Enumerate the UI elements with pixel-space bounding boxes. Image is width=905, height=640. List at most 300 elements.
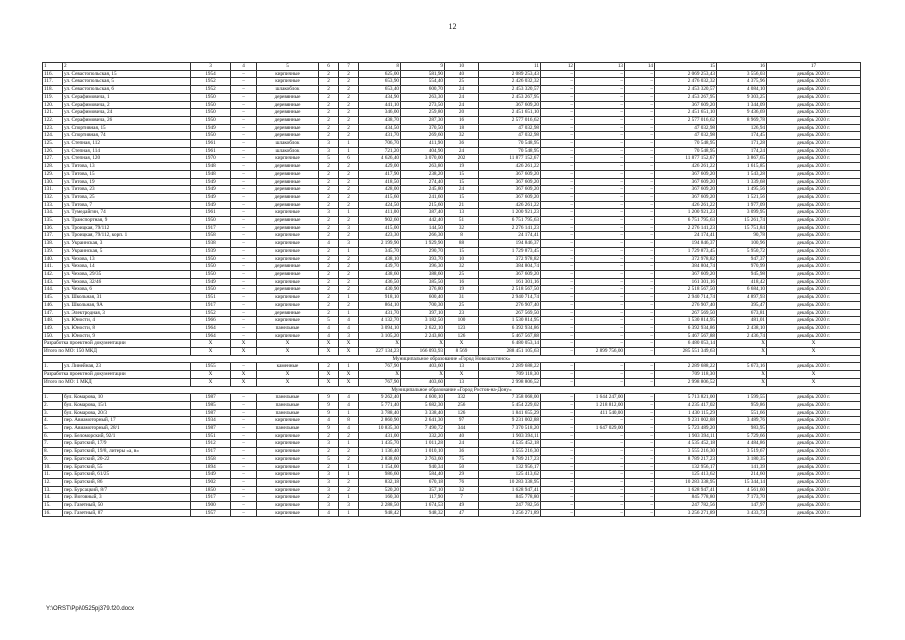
table-cell: 4 <box>339 401 359 409</box>
table-cell: 148. <box>43 317 63 325</box>
table-cell: – <box>575 324 625 332</box>
table-cell: – <box>541 378 575 386</box>
table-cell: 4 <box>319 240 339 248</box>
table-cell: – <box>575 232 625 240</box>
table-cell: 24 174,41 <box>655 232 717 240</box>
table-cell: 2 998 806,52 <box>479 378 541 386</box>
table-cell: 116. <box>43 70 63 78</box>
table-cell: 2 <box>319 363 339 371</box>
table-cell: 1 <box>339 209 359 217</box>
table-cell: – <box>231 278 257 286</box>
table-cell: – <box>575 147 625 155</box>
table-cell: 2 <box>339 193 359 201</box>
municipality-row <box>43 386 861 394</box>
table-cell: 1 903 394,11 <box>655 432 717 440</box>
table-cell: 2 <box>339 486 359 494</box>
table-cell: 1 628 947,41 <box>655 486 717 494</box>
table-cell: 411 540,00 <box>575 409 625 417</box>
table-cell: X <box>717 340 767 348</box>
table-cell: 625,00 <box>359 70 401 78</box>
table-cell: 403,60 <box>401 363 445 371</box>
table-cell: X <box>257 378 319 386</box>
table-cell: пер. Воговный, 3 <box>63 494 191 502</box>
table-cell: кирпичные <box>257 494 319 502</box>
table-cell: декабрь 2020 г. <box>767 86 861 94</box>
table-cell: – <box>625 455 655 463</box>
table-cell: декабрь 2020 г. <box>767 317 861 325</box>
project-docs-row <box>43 371 861 379</box>
table-cell: 194 846,37 <box>479 240 541 248</box>
table-cell: – <box>625 186 655 194</box>
table-cell: 2 <box>339 263 359 271</box>
table-cell: 90,78 <box>717 232 767 240</box>
table-cell: 6 480 053,14 <box>655 340 717 348</box>
table-cell: 709 118,30 <box>655 371 717 379</box>
table-cell: 1 344,09 <box>717 101 767 109</box>
table-cell: панельные <box>257 425 319 433</box>
table-cell: – <box>231 294 257 302</box>
table-cell: 426 261,22 <box>655 201 717 209</box>
table-cell: 10 835,30 <box>359 425 401 433</box>
table-cell: 290,70 <box>401 247 445 255</box>
table-cell: 418,42 <box>717 278 767 286</box>
table-cell: – <box>575 217 625 225</box>
table-cell: декабрь 2020 г. <box>767 247 861 255</box>
table-cell: 367 609,20 <box>655 193 717 201</box>
table-cell: 9. <box>43 455 63 463</box>
table-cell: – <box>575 93 625 101</box>
table-cell: 429,00 <box>359 163 401 171</box>
table-cell: 1 011,28 <box>401 440 445 448</box>
table-cell: 8 <box>445 232 479 240</box>
table-cell: 3 556,03 <box>717 70 767 78</box>
table-cell: 3 <box>339 332 359 340</box>
table-cell: 2 453 267,95 <box>479 93 541 101</box>
table-cell: – <box>541 78 575 86</box>
table-cell: 126,94 <box>717 124 767 132</box>
table-row <box>43 263 861 271</box>
table-cell: 2 <box>339 86 359 94</box>
table-cell: 10. <box>43 463 63 471</box>
table-cell: – <box>541 455 575 463</box>
table-cell: ул. Севастопольская, 6 <box>63 86 191 94</box>
table-cell: – <box>575 494 625 502</box>
page-number: 12 <box>448 22 457 31</box>
table-cell: 137. <box>43 232 63 240</box>
table-cell: кирпичные <box>257 232 319 240</box>
table-cell: 1 615,85 <box>717 163 767 171</box>
table-cell: 12 <box>541 63 575 71</box>
table-cell: 1 218 812,00 <box>575 401 625 409</box>
table-cell: 24 <box>445 86 479 94</box>
table-cell: 24 <box>445 147 479 155</box>
table-cell: 76 <box>445 478 479 486</box>
table-cell: ул. Серафимовича, 26 <box>63 116 191 124</box>
table-row <box>43 178 861 186</box>
table-cell: 2 <box>339 478 359 486</box>
table-cell: X <box>231 378 257 386</box>
table-cell: 150. <box>43 332 63 340</box>
table-cell: 5 713 821,00 <box>655 394 717 402</box>
table-cell: 5 729,66 <box>717 432 767 440</box>
table-cell: 51 <box>445 217 479 225</box>
table-cell: 2 <box>339 132 359 140</box>
table-cell: 47 032,98 <box>655 132 717 140</box>
table-cell: 1952 <box>191 78 231 86</box>
table-cell: кирпичные <box>257 278 319 286</box>
table-cell: – <box>231 255 257 263</box>
table-row <box>43 109 861 117</box>
table-cell: 15 751,84 <box>717 224 767 232</box>
table-cell: – <box>575 309 625 317</box>
table-cell: 2 518 567,50 <box>655 286 717 294</box>
table-cell: 1952 <box>191 86 231 94</box>
table-cell: 138. <box>43 240 63 248</box>
table-row <box>43 509 861 517</box>
table-cell: 129. <box>43 170 63 178</box>
table-cell: кирпичные <box>257 502 319 510</box>
table-cell: 344 <box>445 425 479 433</box>
table-cell: кирпичные <box>257 432 319 440</box>
table-cell: 1951 <box>191 294 231 302</box>
table-cell: – <box>625 255 655 263</box>
table-cell: 4 <box>319 509 339 517</box>
table-cell: 2 <box>319 163 339 171</box>
table-cell: 7 <box>339 63 359 71</box>
table-cell: 40 <box>445 70 479 78</box>
table-cell: 384 804,74 <box>479 263 541 271</box>
table-cell: – <box>541 247 575 255</box>
table-cell: 2 <box>319 247 339 255</box>
table-cell: – <box>625 340 655 348</box>
table-cell: 135. <box>43 217 63 225</box>
table-cell: 75 <box>445 455 479 463</box>
table-cell: 673,81 <box>717 309 767 317</box>
table-cell: 1 435,70 <box>359 440 401 448</box>
table-cell: 247 782,56 <box>479 502 541 510</box>
table-cell: декабрь 2020 г. <box>767 278 861 286</box>
table-cell: 2 <box>339 217 359 225</box>
table-cell: X <box>319 348 339 356</box>
register-table <box>42 62 861 517</box>
table-cell: 9 <box>319 401 339 409</box>
table-cell: 481,01 <box>717 317 767 325</box>
table-cell: кирпичные <box>257 255 319 263</box>
table-cell: 4 375,96 <box>717 78 767 86</box>
table-cell: декабрь 2020 г. <box>767 178 861 186</box>
table-cell: 141. <box>43 263 63 271</box>
table-cell: 2 <box>319 116 339 124</box>
table-cell: – <box>625 463 655 471</box>
table-cell: – <box>541 193 575 201</box>
table-cell: 174,45 <box>717 132 767 140</box>
table-row <box>43 478 861 486</box>
table-cell: 7. <box>43 440 63 448</box>
table-row <box>43 363 861 371</box>
table-cell: 2 <box>319 124 339 132</box>
table-cell: 136. <box>43 224 63 232</box>
table-cell: ул. Спортивная, 15 <box>63 124 191 132</box>
table-cell: – <box>541 409 575 417</box>
table-cell: – <box>231 324 257 332</box>
table-cell: 3 <box>319 440 339 448</box>
table-cell: X <box>359 340 401 348</box>
table-cell: – <box>625 178 655 186</box>
table-cell: 396,30 <box>401 263 445 271</box>
table-cell: кирпичные <box>257 455 319 463</box>
table-row <box>43 432 861 440</box>
table-cell: – <box>625 417 655 425</box>
table-cell: – <box>625 217 655 225</box>
table-cell: 124. <box>43 132 63 140</box>
table-cell: 1950 <box>191 109 231 117</box>
table-cell: 8 <box>339 417 359 425</box>
table-cell: 2 243,80 <box>401 332 445 340</box>
table-cell: – <box>541 509 575 517</box>
table-cell: 36 <box>445 140 479 148</box>
table-cell: 423,30 <box>359 232 401 240</box>
table-cell: 372 978,82 <box>479 255 541 263</box>
table-cell: – <box>625 109 655 117</box>
table-cell: 2. <box>43 401 63 409</box>
table-cell: – <box>625 170 655 178</box>
table-cell: 125 413,62 <box>479 471 541 479</box>
table-cell: 1949 <box>191 471 231 479</box>
table-row <box>43 409 861 417</box>
table-cell: – <box>231 232 257 240</box>
table-row <box>43 217 861 225</box>
table-cell: 47 032,98 <box>655 124 717 132</box>
table-cell: 1970 <box>191 155 231 163</box>
table-cell: 134. <box>43 209 63 217</box>
table-cell: 376,80 <box>401 286 445 294</box>
table-cell: декабрь 2020 г. <box>767 455 861 463</box>
table-cell: – <box>625 317 655 325</box>
table-cell: 581,90 <box>401 70 445 78</box>
table-cell: декабрь 2020 г. <box>767 478 861 486</box>
table-cell: – <box>575 78 625 86</box>
table-cell: 2 451 651,10 <box>655 109 717 117</box>
table-cell: ул. Тумедайгин, 74 <box>63 209 191 217</box>
table-cell: – <box>625 224 655 232</box>
table-cell: 1954 <box>191 70 231 78</box>
table-cell: – <box>231 486 257 494</box>
table-cell: ул. Спортивная, 74 <box>63 132 191 140</box>
table-cell: 241,60 <box>401 193 445 201</box>
header-row <box>43 63 861 71</box>
table-cell: 276 907,40 <box>655 301 717 309</box>
table-cell: – <box>625 140 655 148</box>
table-cell: – <box>231 132 257 140</box>
table-cell: кирпичные <box>257 486 319 494</box>
table-cell: декабрь 2020 г. <box>767 201 861 209</box>
table-cell: 1949 <box>191 278 231 286</box>
table-cell: 8 569 <box>445 348 479 356</box>
table-cell: – <box>575 170 625 178</box>
table-cell: 2 <box>319 224 339 232</box>
table-cell: – <box>231 240 257 248</box>
table-cell: – <box>625 478 655 486</box>
table-cell: 11 877 152,67 <box>655 155 717 163</box>
table-cell: 32 <box>445 263 479 271</box>
table-row <box>43 132 861 140</box>
table-cell: 147. <box>43 309 63 317</box>
table-cell: 2 <box>319 463 339 471</box>
table-cell: 2 <box>319 101 339 109</box>
table-cell: 9 303,25 <box>717 93 767 101</box>
table-cell: 7 <box>445 494 479 502</box>
total-row <box>43 348 861 356</box>
table-cell: X <box>231 371 257 379</box>
table-cell: декабрь 2020 г. <box>767 448 861 456</box>
table-cell: – <box>541 209 575 217</box>
table-cell: декабрь 2020 г. <box>767 263 861 271</box>
table-cell: – <box>575 286 625 294</box>
table-cell: 10 <box>445 255 479 263</box>
table-cell: – <box>625 93 655 101</box>
table-cell: 346,00 <box>359 109 401 117</box>
table-cell: 700,30 <box>401 301 445 309</box>
table-cell: 5 673,16 <box>717 363 767 371</box>
table-cell: кирпичные <box>257 301 319 309</box>
table-cell: X <box>445 340 479 348</box>
table-cell: 430,90 <box>359 286 401 294</box>
table-cell: 18 <box>445 124 479 132</box>
table-cell: 5 <box>319 455 339 463</box>
table-cell: 5 682,30 <box>401 401 445 409</box>
table-cell: – <box>231 394 257 402</box>
table-cell: 23 <box>445 309 479 317</box>
table-cell: 6 480 053,14 <box>479 340 541 348</box>
table-cell: – <box>541 270 575 278</box>
table-cell: 29 <box>445 471 479 479</box>
table-cell: 1902 <box>191 478 231 486</box>
table-cell: 3 555 216,30 <box>479 448 541 456</box>
table-cell: 945,98 <box>717 270 767 278</box>
table-cell: 100,96 <box>717 240 767 248</box>
table-cell: X <box>191 371 231 379</box>
table-cell: – <box>575 301 625 309</box>
table-cell: кирпичные <box>257 471 319 479</box>
table-cell: – <box>541 448 575 456</box>
table-cell: – <box>231 124 257 132</box>
table-cell: 160,30 <box>359 494 401 502</box>
table-cell: 4 <box>339 324 359 332</box>
table-cell: 132 956,17 <box>655 463 717 471</box>
table-cell: 1950 <box>191 93 231 101</box>
table-cell: 1 <box>339 409 359 417</box>
table-cell: кирпичные <box>257 463 319 471</box>
table-cell: – <box>541 348 575 356</box>
table-cell: 3 <box>319 209 339 217</box>
table-cell: 4 <box>339 425 359 433</box>
table-cell: 2 <box>63 63 191 71</box>
table-cell: 3 105,20 <box>359 332 401 340</box>
table-cell: 8 789 217,23 <box>479 455 541 463</box>
table-cell: 141,39 <box>717 463 767 471</box>
table-cell: деревянные <box>257 178 319 186</box>
table-cell: 2 <box>319 93 339 101</box>
table-cell: декабрь 2020 г. <box>767 186 861 194</box>
table-cell: 438,60 <box>359 270 401 278</box>
table-cell: 1957 <box>191 509 231 517</box>
table-cell: деревянные <box>257 263 319 271</box>
table-cell: деревянные <box>257 132 319 140</box>
table-cell: 5 950,72 <box>717 247 767 255</box>
table-cell: – <box>625 101 655 109</box>
table-cell: 117. <box>43 78 63 86</box>
table-cell: 2 276 141,23 <box>479 224 541 232</box>
table-cell: 2 <box>339 186 359 194</box>
table-cell: 1964 <box>191 324 231 332</box>
table-cell: – <box>575 448 625 456</box>
table-cell: 1950 <box>191 263 231 271</box>
table-cell: декабрь 2020 г. <box>767 463 861 471</box>
table-cell: декабрь 2020 г. <box>767 209 861 217</box>
table-cell: ул. Титова, 25 <box>63 193 191 201</box>
table-cell: 5 467 567,88 <box>479 332 541 340</box>
table-cell: 367 609,20 <box>655 101 717 109</box>
table-cell: – <box>575 263 625 271</box>
table-cell: – <box>231 494 257 502</box>
table-cell: пер. Беломорский, 92/1 <box>63 432 191 440</box>
table-cell: 247 782,56 <box>655 502 717 510</box>
table-cell: ул. Чехова, 32/46 <box>63 278 191 286</box>
table-cell: 1950 <box>191 270 231 278</box>
table-cell: кирпичные <box>257 240 319 248</box>
table-cell: 439,70 <box>359 263 401 271</box>
table-cell: 4. <box>43 417 63 425</box>
table-cell: 3 489,76 <box>717 417 767 425</box>
table-cell: декабрь 2020 г. <box>767 255 861 263</box>
table-cell: 653,90 <box>359 78 401 86</box>
table-cell: ул. Серафимовича, 1 <box>63 93 191 101</box>
table-cell: 7 490,72 <box>401 425 445 433</box>
table-cell: – <box>625 371 655 379</box>
table-cell: 388,60 <box>401 270 445 278</box>
table-cell: 332,20 <box>401 432 445 440</box>
table-cell: 8. <box>43 448 63 456</box>
table-cell: – <box>541 417 575 425</box>
table-cell: 2 <box>319 232 339 240</box>
table-cell: 1850 <box>191 486 231 494</box>
table-cell: – <box>541 170 575 178</box>
table-cell: – <box>231 86 257 94</box>
table-cell: – <box>575 140 625 148</box>
table-cell: декабрь 2020 г. <box>767 425 861 433</box>
table-cell: пер. Братский, 55 <box>63 463 191 471</box>
table-cell: 19 <box>445 286 479 294</box>
table-cell: 1 644 247,00 <box>575 394 625 402</box>
table-cell: декабрь 2020 г. <box>767 240 861 248</box>
table-cell: 1948 <box>191 163 231 171</box>
table-cell: 1 339,68 <box>717 178 767 186</box>
table-cell: 2 <box>319 132 339 140</box>
table-cell: 367 609,20 <box>655 270 717 278</box>
table-cell: – <box>625 116 655 124</box>
table-cell: 2 453 320,57 <box>655 86 717 94</box>
table-cell: 1917 <box>191 494 231 502</box>
table-cell: 1 <box>339 247 359 255</box>
table-cell: – <box>625 471 655 479</box>
table-cell: 263,80 <box>401 163 445 171</box>
table-cell: – <box>575 270 625 278</box>
table-row <box>43 255 861 263</box>
table-row <box>43 247 861 255</box>
table-cell: каменные <box>257 363 319 371</box>
table-cell: 2 476 032,32 <box>655 78 717 86</box>
table-cell: 1 729 873,45 <box>479 247 541 255</box>
